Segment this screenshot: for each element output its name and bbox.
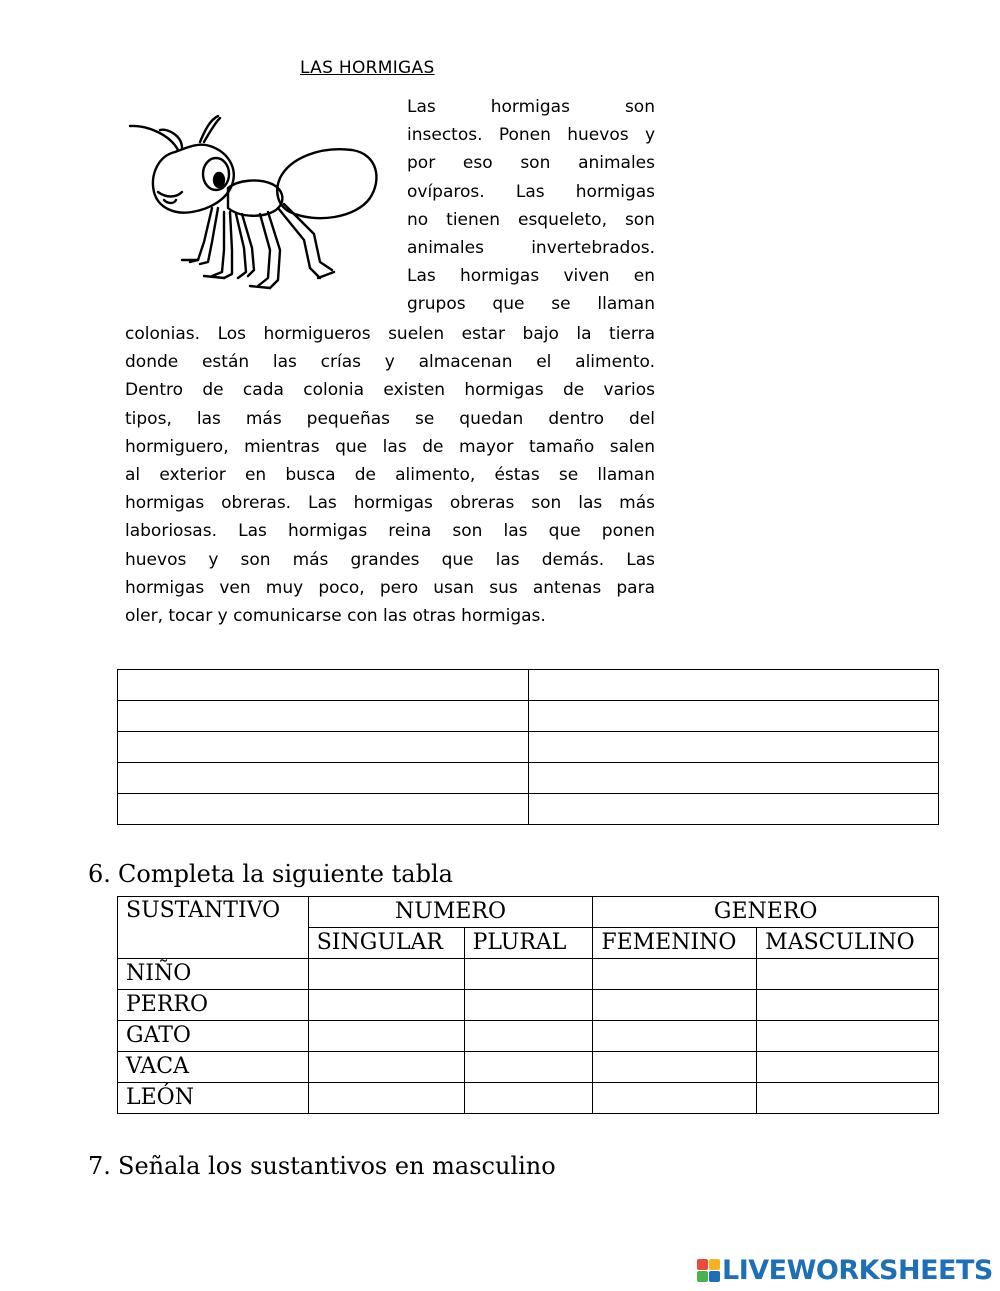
- reading-line: Dentro de cada colonia existen hormigas de varios: [125, 380, 655, 401]
- table-row: [118, 1052, 939, 1083]
- reading-line: hormigas obreras. Las hormigas obreras son las más: [125, 493, 655, 514]
- answer-cell[interactable]: [757, 1021, 939, 1052]
- answer-cell[interactable]: [118, 701, 529, 732]
- header-masculino: MASCULINO: [757, 928, 939, 959]
- liveworksheets-logo: [697, 1255, 993, 1285]
- ant-illustration: [120, 100, 390, 315]
- header-sustantivo: SUSTANTIVO: [118, 897, 309, 959]
- question-text: Completa la siguiente tabla: [118, 860, 453, 888]
- table-row: [118, 794, 939, 825]
- reading-line: donde están las crías y almacenan el alimento.: [125, 352, 655, 373]
- question-number: 6.: [88, 860, 111, 888]
- answer-cell[interactable]: [118, 763, 529, 794]
- answer-table: [117, 669, 939, 825]
- header-genero: GENERO: [593, 897, 939, 928]
- table-row: [118, 701, 939, 732]
- noun-cell: LEÓN: [118, 1083, 309, 1114]
- table-row: [118, 1083, 939, 1114]
- table-header-row: [118, 897, 939, 928]
- table-row: [118, 763, 939, 794]
- reading-line: huevos y son más grandes que las demás. Las: [125, 549, 655, 570]
- reading-line: al exterior en busca de alimento, éstas se llaman: [125, 465, 655, 486]
- answer-cell[interactable]: [528, 732, 939, 763]
- answer-cell[interactable]: [757, 959, 939, 990]
- header-numero: NUMERO: [308, 897, 593, 928]
- noun-cell: VACA: [118, 1052, 309, 1083]
- reading-text-full-width: [125, 320, 655, 630]
- question-text: Señala los sustantivos en masculino: [118, 1152, 556, 1180]
- reading-line: colonias. Los hormigueros suelen estar bajo la tierra: [125, 324, 655, 344]
- answer-cell[interactable]: [593, 959, 757, 990]
- answer-cell[interactable]: [308, 1083, 464, 1114]
- reading-line: ovíparos. Las hormigas: [407, 181, 655, 202]
- reading-line: grupos que se llaman: [407, 294, 655, 315]
- logo-block: [709, 1259, 720, 1270]
- table-row: [118, 1021, 939, 1052]
- answer-cell[interactable]: [528, 763, 939, 794]
- question-number: 7.: [88, 1152, 111, 1180]
- answer-cell[interactable]: [757, 1052, 939, 1083]
- header-femenino: FEMENINO: [593, 928, 757, 959]
- answer-cell[interactable]: [593, 1021, 757, 1052]
- answer-cell[interactable]: [464, 959, 593, 990]
- question-6: [88, 860, 453, 888]
- noun-cell: PERRO: [118, 990, 309, 1021]
- table-row: [118, 732, 939, 763]
- reading-line: hormigas ven muy poco, pero usan sus antenas para: [125, 577, 655, 598]
- answer-cell[interactable]: [118, 670, 529, 701]
- logo-blocks-icon: [697, 1259, 720, 1282]
- answer-cell[interactable]: [593, 1052, 757, 1083]
- answer-cell[interactable]: [308, 959, 464, 990]
- header-plural: PLURAL: [464, 928, 593, 959]
- noun-table: [117, 896, 939, 1114]
- reading-text-beside-image: [407, 93, 655, 319]
- answer-cell[interactable]: [464, 1083, 593, 1114]
- table-row: [118, 959, 939, 990]
- logo-text: LIVEWORKSHEETS: [722, 1254, 993, 1286]
- table-row: [118, 670, 939, 701]
- reading-line: hormiguero, mientras que las de mayor tamaño salen: [125, 436, 655, 457]
- answer-cell[interactable]: [528, 794, 939, 825]
- reading-line: Las hormigas son: [407, 97, 655, 117]
- answer-cell[interactable]: [757, 990, 939, 1021]
- answer-cell[interactable]: [757, 1083, 939, 1114]
- reading-line: tipos, las más pequeñas se quedan dentro del: [125, 408, 655, 429]
- reading-line: Las hormigas viven en: [407, 266, 655, 287]
- answer-cell[interactable]: [118, 794, 529, 825]
- logo-block: [697, 1259, 708, 1270]
- answer-cell[interactable]: [464, 1052, 593, 1083]
- reading-line: no tienen esqueleto, son: [407, 209, 655, 230]
- noun-cell: NIÑO: [118, 959, 309, 990]
- logo-block: [709, 1271, 720, 1282]
- answer-cell[interactable]: [528, 701, 939, 732]
- noun-cell: GATO: [118, 1021, 309, 1052]
- logo-block: [697, 1271, 708, 1282]
- reading-line: laboriosas. Las hormigas reina son las que ponen: [125, 521, 655, 542]
- reading-line: por eso son animales: [407, 153, 655, 174]
- answer-cell[interactable]: [308, 990, 464, 1021]
- reading-line: insectos. Ponen huevos y: [407, 125, 655, 146]
- reading-line: animales invertebrados.: [407, 238, 655, 259]
- answer-cell[interactable]: [118, 732, 529, 763]
- answer-cell[interactable]: [308, 1052, 464, 1083]
- header-singular: SINGULAR: [308, 928, 464, 959]
- answer-cell[interactable]: [464, 990, 593, 1021]
- table-row: [118, 990, 939, 1021]
- answer-cell[interactable]: [593, 990, 757, 1021]
- question-7: [88, 1152, 556, 1180]
- reading-line: oler, tocar y comunicarse con las otras hormigas.: [125, 606, 546, 627]
- answer-cell[interactable]: [308, 1021, 464, 1052]
- reading-title: LAS HORMIGAS: [300, 58, 435, 78]
- answer-cell[interactable]: [528, 670, 939, 701]
- answer-cell[interactable]: [464, 1021, 593, 1052]
- answer-cell[interactable]: [593, 1083, 757, 1114]
